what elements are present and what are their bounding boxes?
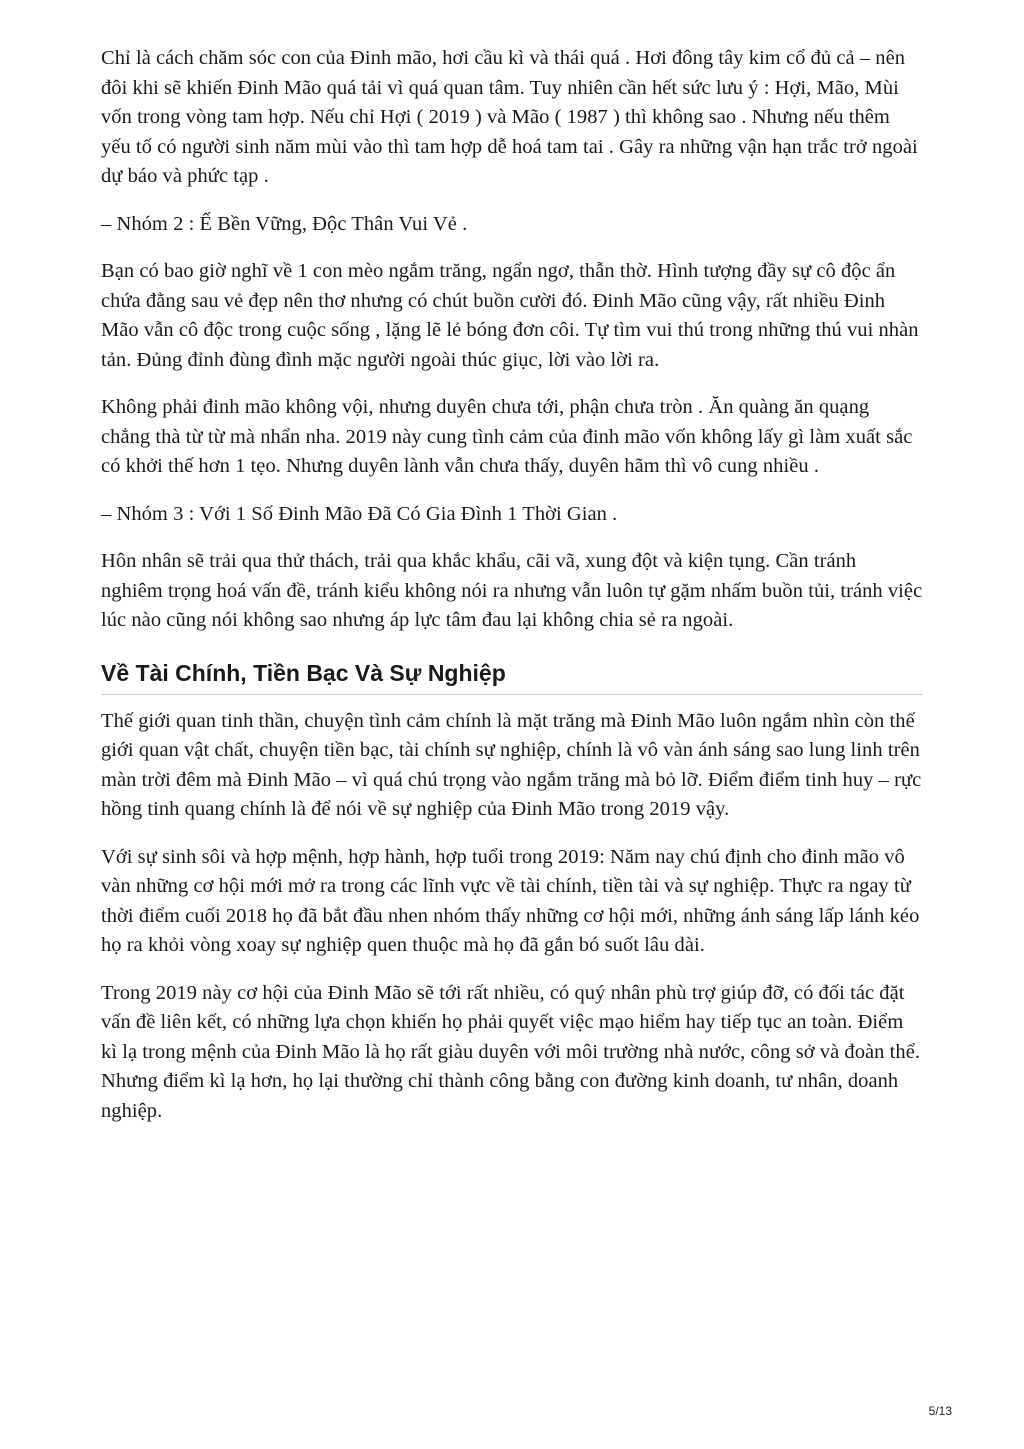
page-number: 5/13 bbox=[928, 1404, 952, 1418]
paragraph-childcare: Chỉ là cách chăm sóc con của Đinh mão, hơi cầu kì và thái quá . Hơi đông tây kim cổ đủ cả – nên đôi khi sẽ khiến Đinh Mão quá tải vì quá quan tâm. Tuy nhiên cần hết sức lưu ý : Hợi, Mão, Mùi vốn trong vòng tam hợp. Nếu chỉ Hợi ( 2019 ) và Mão ( 1987 ) thì không sao . Nhưng nếu thêm yếu tố có người sinh năm mùi vào thì tam hợp dễ hoá tam tai . Gây ra những vận hạn trắc trở ngoài dự báo và phức tạp . bbox=[101, 47, 918, 187]
paragraph-fate-not-ready: Không phải đinh mão không vội, nhưng duyên chưa tới, phận chưa tròn . Ăn quàng ăn quạng chẳng thà từ từ mà nhẩn nha. 2019 này cung tình cảm của đinh mão vốn không lấy gì làm xuất sắc có khởi thế hơn 1 tẹo. Nhưng duyên lành vẫn chưa thấy, duyên hãm thì vô cung nhiều . bbox=[101, 396, 913, 477]
section-heading-finance: Về Tài Chính, Tiền Bạc Và Sự Nghiệp bbox=[101, 658, 923, 695]
paragraph-career-2019: Trong 2019 này cơ hội của Đinh Mão sẽ tới rất nhiều, có quý nhân phù trợ giúp đỡ, có đối tác đặt vấn đề liên kết, có những lựa chọn khiến họ phải quyết việc mạo hiểm hay tiếp tục an toàn. Điểm kì lạ trong mệnh của Đinh Mão là họ rất giàu duyên với môi trường nhà nước, công sở và đoàn thể. Nhưng điểm kì lạ hơn, họ lại thường chỉ thành công bằng con đường kinh doanh, tư nhân, doanh nghiệp. bbox=[101, 981, 921, 1122]
group-2-title: – Nhóm 2 : Ế Bền Vững, Độc Thân Vui Vẻ . bbox=[101, 212, 468, 235]
paragraph-opportunities: Với sự sinh sôi và hợp mệnh, hợp hành, hợp tuổi trong 2019: Năm nay chú định cho đinh mão vô vàn những cơ hội mới mở ra trong các lĩnh vực về tài chính, tiền tài và sự nghiệp. Thực ra ngay từ thời điểm cuối 2018 họ đã bắt đầu nhen nhóm thấy những cơ hội mới, những ánh sáng lấp lánh kéo họ ra khỏi vòng xoay sự nghiệp quen thuộc mà họ đã gắn bó suốt lâu dài. bbox=[101, 845, 920, 956]
paragraph-lonely-cat: Bạn có bao giờ nghĩ về 1 con mèo ngắm trăng, ngẩn ngơ, thẫn thờ. Hình tượng đầy sự cô độc ẩn chứa đằng sau vẻ đẹp nên thơ nhưng có chút buồn cười đó. Đinh Mão cũng vậy, rất nhiều Đinh Mão vẫn cô độc trong cuộc sống , lặng lẽ lẻ bóng đơn côi. Tự tìm vui thú trong những thú vui nhàn tản. Đủng đỉnh đùng đình mặc người ngoài thúc giục, lời vào lời ra. bbox=[101, 260, 919, 371]
document-body bbox=[101, 44, 923, 1144]
paragraph-worldview: Thế giới quan tinh thần, chuyện tình cảm chính là mặt trăng mà Đinh Mão luôn ngắm nhìn còn thế giới quan vật chất, chuyện tiền bạc, tài chính sự nghiệp, chính là vô vàn ánh sáng sao lung linh trên màn trời đêm mà Đinh Mão – vì quá chú trọng vào ngắm trăng mà bỏ lỡ. Điểm điểm tinh huy – rực hồng tinh quang chính là để nói về sự nghiệp của Đinh Mão trong 2019 vậy. bbox=[101, 709, 922, 820]
paragraph-marriage: Hôn nhân sẽ trải qua thử thách, trải qua khắc khẩu, cãi vã, xung đột và kiện tụng. Cần tránh nghiêm trọng hoá vấn đề, tránh kiểu không nói ra nhưng vẫn luôn tự gặm nhấm buồn tủi, tránh việc lúc nào cũng nói không sao nhưng áp lực tâm đau lại không chia sẻ ra ngoài. bbox=[101, 550, 923, 631]
group-3-title: – Nhóm 3 : Với 1 Số Đinh Mão Đã Có Gia Đình 1 Thời Gian . bbox=[101, 502, 618, 525]
